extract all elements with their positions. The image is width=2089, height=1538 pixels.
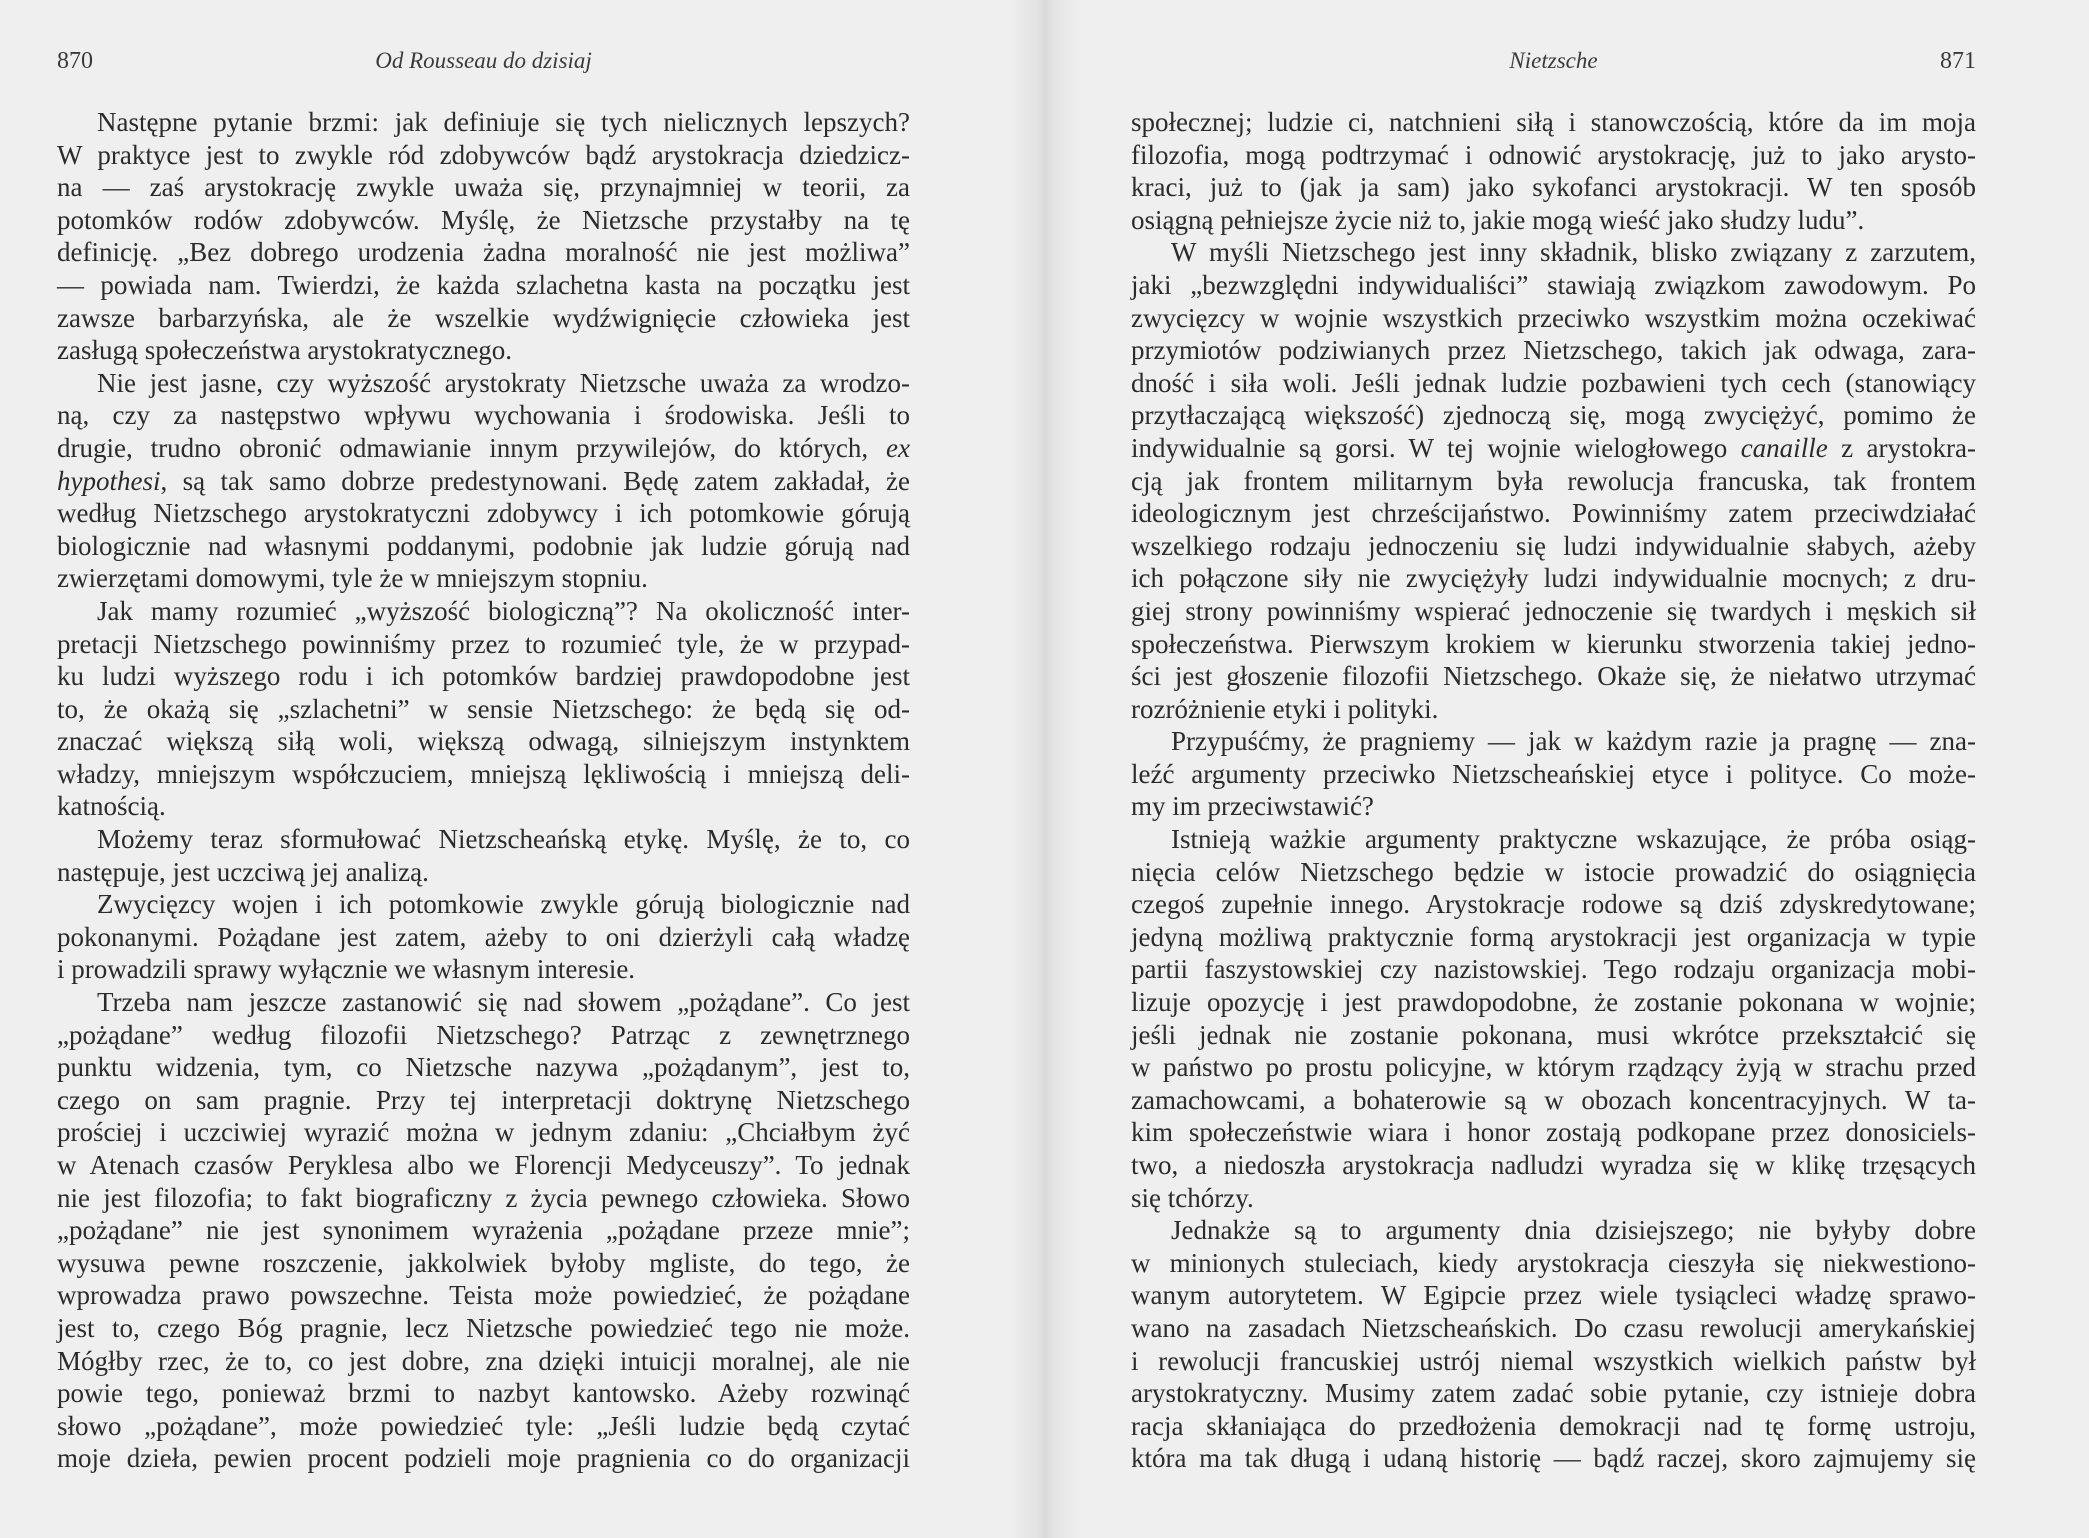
text-line: W praktyce jest to zwykle ród zdobywców bądź arystokracja dziedzicz- — [57, 139, 910, 170]
text-line: Jednakże są to argumenty dnia dzisiejszego; nie byłyby dobre — [1171, 1215, 1976, 1246]
page-number: 871 — [1940, 48, 1976, 74]
text-line: osiągną pełniejsze życie niż to, jakie mogą wieść jako słudzy ludu”. — [1131, 204, 1865, 235]
text-line: znaczać większą siłą woli, większą odwagą, silniejszym instynktem — [57, 726, 910, 757]
text-line: dność i siła woli. Jeśli jednak ludzie pozbawieni tych cech (stanowiący — [1131, 367, 1976, 398]
text-line: następuje, jest uczciwą jej analizą. — [57, 856, 429, 887]
text-line: potomków rodów zdobywców. Myślę, że Nietzsche przystałby na tę — [57, 204, 910, 235]
text-line: — powiada nam. Twierdzi, że każda szlachetna kasta na początku jest — [57, 269, 910, 300]
text-line: moje dzieła, pewien procent podzieli moje pragnienia co do organizacji — [57, 1443, 910, 1474]
text-line: nięcia celów Nietzschego będzie w istocie prowadzić do osiągnięcia — [1131, 856, 1976, 887]
body-text — [57, 106, 910, 1475]
text-line: społecznej; ludzie ci, natchnieni siłą i stanowczością, które da im moja — [1131, 107, 1976, 137]
text-line — [57, 465, 910, 498]
text-line: wysuwa pewne roszczenie, jakkolwiek byłoby mgliste, do tego, że — [57, 1247, 910, 1278]
text-line: my im przeciwstawić? — [1131, 791, 1374, 822]
text-line: Przypuśćmy, że pragniemy — jak w każdym razie ja pragnę — zna- — [1171, 726, 1976, 757]
text-line: społeczeństwa. Pierwszym krokiem w kierunku stworzenia takiej jedno- — [1131, 628, 1976, 659]
text-line: wanym autorytetem. W Egipcie przez wiele tysiącleci władzę sprawo- — [1131, 1280, 1976, 1311]
italic-text: ex — [886, 432, 910, 463]
body-text — [1131, 106, 1976, 1475]
text-line: Trzeba nam jeszcze zastanowić się nad słowem „pożądane”. Co jest — [97, 987, 910, 1018]
text-line: Istnieją ważkie argumenty praktyczne wskazujące, że próba osiąg- — [1171, 824, 1976, 855]
italic-text: canaille — [1740, 432, 1828, 463]
text-segment: indywidualnie są gorsi. W tej wojnie wielogłowego — [1131, 432, 1741, 463]
text-line: Następne pytanie brzmi: jak definiuje się tych nielicznych lepszych? — [97, 107, 910, 137]
text-line: Mógłby rzec, że to, co jest dobre, zna dzięki intuicji moralnej, ale nie — [57, 1345, 910, 1376]
text-line — [57, 432, 910, 465]
text-line: się tchórzy. — [1131, 1182, 1254, 1213]
text-line: kim społeczeństwie wiara i honor zostają podkopane przez donosiciels- — [1131, 1117, 1976, 1148]
text-line: ści jest głoszenie filozofii Nietzschego. Okaże się, że niełatwo utrzymać — [1131, 661, 1976, 692]
text-line: two, a niedoszła arystokracja nadludzi wyradza się w klikę trzęsących — [1131, 1150, 1976, 1180]
text-line: według Nietzschego arystokratyczni zdobywcy i ich potomkowie górują — [57, 498, 910, 529]
page-number: 870 — [57, 48, 93, 74]
text-line: „pożądane” nie jest synonimem wyrażenia „pożądane przeze mnie”; — [57, 1215, 910, 1246]
text-line: zasługą społeczeństwa arystokratycznego. — [57, 335, 513, 366]
text-line: na — zaś arystokrację zwykle uważa się, przynajmniej w teorii, za — [57, 172, 910, 203]
text-line: Jak mamy rozumieć „wyższość biologiczną”? Na okoliczność inter- — [97, 595, 910, 626]
text-line: przytłaczającą większość) zjednoczą się, mogą zwyciężyć, pomimo że — [1131, 400, 1976, 431]
text-line: ideologicznym jest chrześcijaństwo. Powinniśmy zatem przeciwdziałać — [1131, 498, 1976, 529]
text-line: władzy, mniejszym współczuciem, mniejszą lękliwością i mniejszą deli- — [57, 758, 910, 789]
text-line: kraci, już to (jak ja sam) jako sykofanci arystokracji. W ten sposób — [1131, 172, 1976, 203]
text-line: jest to, czego Bóg pragnie, lecz Nietzsche powiedzieć tego nie może. — [57, 1312, 910, 1343]
text-line: zamachowcami, a bohaterowie są w obozach koncentracyjnych. W ta- — [1131, 1084, 1976, 1115]
text-line: biologicznie nad własnymi poddanymi, podobnie jak ludzie górują nad — [57, 530, 910, 561]
text-line: Zwycięzcy wojen i ich potomkowie zwykle górują biologicznie nad — [97, 889, 910, 920]
text-line: jedyną możliwą praktycznie formą arystokracji jest organizacja w typie — [1131, 921, 1976, 952]
text-line: „pożądane” według filozofii Nietzschego? Patrząc z zewnętrznego — [57, 1019, 910, 1050]
text-line: ich połączone siły nie zwyciężyły ludzi indywidualnie mocnych; z dru- — [1131, 563, 1976, 594]
text-line: zawsze barbarzyńska, ale że wszelkie wydźwignięcie człowieka jest — [57, 302, 910, 333]
text-line: pokonanymi. Pożądane jest zatem, ażeby to oni dzierżyli całą władzę — [57, 921, 910, 952]
text-line: partii faszystowskiej czy nazistowskiej. Tego rodzaju organizacja mobi- — [1131, 954, 1976, 985]
text-line: rozróżnienie etyki i polityki. — [1131, 693, 1439, 724]
text-line: filozofia, mogą podtrzymać i odnowić arystokrację, już to jako arysto- — [1131, 139, 1976, 170]
text-line: W myśli Nietzschego jest inny składnik, blisko związany z zarzutem, — [1171, 237, 1976, 268]
text-line: definicję. „Bez dobrego urodzenia żadna moralność nie jest możliwa” — [57, 237, 910, 268]
text-line: przymiotów podziwianych przez Nietzschego, takich jak odwaga, zara- — [1131, 335, 1976, 366]
text-line: zwierzętami domowymi, tyle że w mniejszym stopniu. — [57, 563, 648, 594]
text-line: ną, czy za następstwo wpływu wychowania i środowiska. Jeśli to — [57, 400, 910, 431]
text-segment: , są tak samo dobrze predestynowani. Będę zatem zakładał, że — [160, 465, 910, 496]
text-line: cją jak frontem militarnym była rewolucja francuska, tak frontem — [1131, 465, 1976, 496]
text-line: i prowadzili sprawy wyłącznie we własnym interesie. — [57, 954, 636, 985]
text-line: czegoś zupełnie innego. Arystokracje rodowe są dziś zdyskredytowane; — [1131, 889, 1976, 920]
text-line — [1131, 432, 1976, 465]
book-gutter — [1010, 0, 1080, 1538]
text-line: w Atenach czasów Peryklesa albo we Florencji Medyceuszy”. To jednak — [57, 1150, 910, 1180]
text-line: w państwo po prostu policyjne, w którym rządzący żyją w strachu przed — [1131, 1052, 1976, 1083]
text-line: powie tego, ponieważ brzmi to nazbyt kantowsko. Ażeby rozwinąć — [57, 1378, 910, 1409]
text-line: lizuje opozycję i jest prawdopodobne, że zostanie pokonana w wojnie; — [1131, 987, 1976, 1018]
text-line: wano na zasadach Nietzscheańskich. Do czasu rewolucji amerykańskiej — [1131, 1312, 1976, 1343]
text-line: punktu widzenia, tym, co Nietzsche nazywa „pożądanym”, jest to, — [57, 1052, 910, 1083]
text-line: jeśli jednak nie zostanie pokonana, musi wkrótce przekształcić się — [1131, 1019, 1976, 1050]
text-line: wszelkiego rodzaju jednoczeniu się ludzi indywidualnie słabych, ażeby — [1131, 530, 1976, 561]
text-segment: drugie, trudno obronić odmawianie innym przywilejów, do których, — [57, 432, 887, 463]
text-line: to, że okażą się „szlachetni” w sensie Nietzschego: że będą się od- — [57, 693, 910, 724]
text-line: czego on sam pragnie. Przy tej interpretacji doktrynę Nietzschego — [57, 1084, 910, 1115]
text-line: słowo „pożądane”, może powiedzieć tyle: „Jeśli ludzie będą czytać — [57, 1410, 910, 1441]
text-line: Możemy teraz sformułować Nietzscheańską etykę. Myślę, że to, co — [97, 824, 910, 855]
text-line: ku ludzi wyższego rodu i ich potomków bardziej prawdopodobne jest — [57, 661, 910, 692]
right-page — [1131, 0, 1976, 1538]
italic-text: hypothesi — [57, 465, 161, 496]
text-line: i rewolucji francuskiej ustrój niemal wszystkich wielkich państw był — [1131, 1345, 1976, 1376]
text-line: nie jest filozofia; to fakt biograficzny z życia pewnego człowieka. Słowo — [57, 1182, 910, 1213]
text-line: katnością. — [57, 791, 166, 822]
running-head: Od Rousseau do dzisiaj — [375, 48, 592, 73]
text-line: Nie jest jasne, czy wyższość arystokraty Nietzsche uważa za wrodzo- — [97, 367, 910, 398]
text-segment: z arystokra- — [1827, 432, 1976, 463]
text-line: wprowadza prawo powszechne. Teista może powiedzieć, że pożądane — [57, 1280, 910, 1311]
text-line: która ma tak długą i udaną historię — bądź raczej, skoro zajmujemy się — [1131, 1443, 1976, 1474]
left-page — [57, 0, 910, 1538]
text-line: jaki „bezwzględni indywidualiści” stawiają związkom zawodowym. Po — [1131, 269, 1976, 300]
running-head: Nietzsche — [1509, 48, 1598, 73]
text-line: giej strony powinniśmy wspierać jednoczenie się twardych i męskich sił — [1131, 595, 1976, 626]
text-line: zwycięzcy w wojnie wszystkich przeciwko wszystkim można oczekiwać — [1131, 302, 1976, 333]
text-line: pretacji Nietzschego powinniśmy przez to rozumieć tyle, że w przypad- — [57, 628, 910, 659]
text-line: leźć argumenty przeciwko Nietzscheańskiej etyce i polityce. Co może- — [1131, 758, 1976, 789]
text-line: prościej i uczciwiej wyrazić można w jednym zdaniu: „Chciałbym żyć — [57, 1117, 910, 1148]
text-line: racja skłaniająca do przedłożenia demokracji nad tę formę ustroju, — [1131, 1410, 1976, 1441]
text-line: w minionych stuleciach, kiedy arystokracja cieszyła się niekwestiono- — [1131, 1247, 1976, 1278]
text-line: arystokratyczny. Musimy zatem zadać sobie pytanie, czy istnieje dobra — [1131, 1378, 1976, 1409]
